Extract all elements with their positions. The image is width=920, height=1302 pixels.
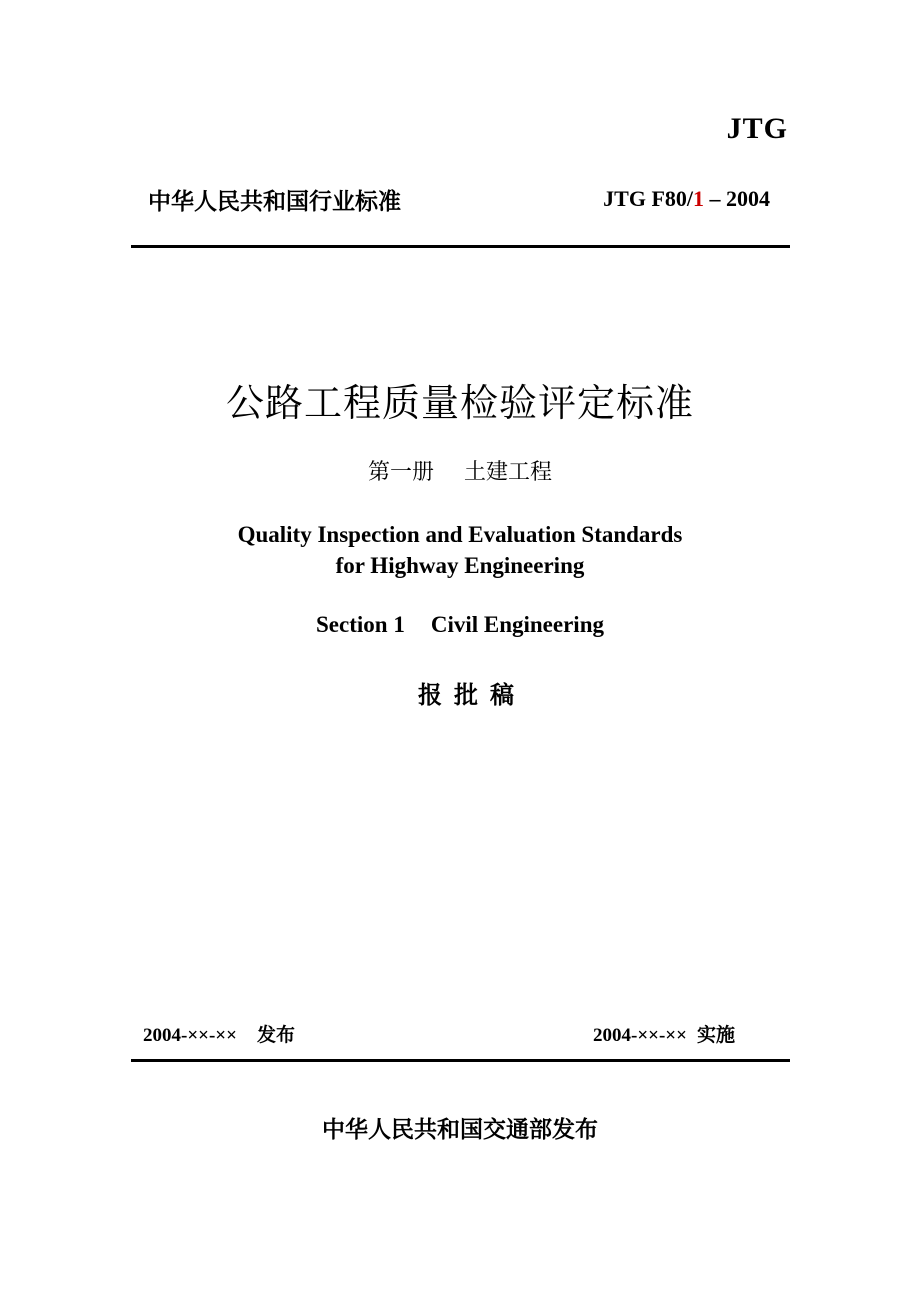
chinese-title: 公路工程质量检验评定标准	[225, 381, 694, 425]
issue-label: 发布	[256, 1024, 295, 1046]
issue-date-line	[143, 1020, 295, 1047]
draft-status: 报批稿	[418, 681, 526, 709]
jtg-mark: JTG	[726, 112, 788, 145]
effective-date: 2004-××-××	[593, 1025, 687, 1046]
effective-label: 实施	[696, 1024, 735, 1046]
code-part: 1	[693, 186, 704, 211]
volume-name: 土建工程	[464, 460, 553, 485]
standard-code	[603, 186, 770, 212]
effective-date-line	[593, 1020, 735, 1047]
top-rule	[131, 245, 790, 248]
volume-number: 第一册	[367, 460, 434, 485]
section-line	[0, 612, 920, 638]
english-title-line2: for Highway Engineering	[335, 553, 585, 578]
publisher: 中华人民共和国交通部发布	[322, 1117, 598, 1143]
section-name: Civil Engineering	[430, 612, 604, 637]
code-prefix: JTG F80/	[603, 186, 693, 211]
code-suffix: – 2004	[704, 186, 770, 211]
bottom-rule	[131, 1059, 790, 1062]
volume-line	[0, 455, 920, 486]
section-label: Section 1	[316, 612, 405, 637]
standard-type: 中华人民共和国行业标准	[148, 189, 401, 215]
issue-date: 2004-××-××	[143, 1025, 237, 1046]
english-title-line1: Quality Inspection and Evaluation Standards	[237, 522, 683, 547]
english-title	[0, 519, 920, 581]
